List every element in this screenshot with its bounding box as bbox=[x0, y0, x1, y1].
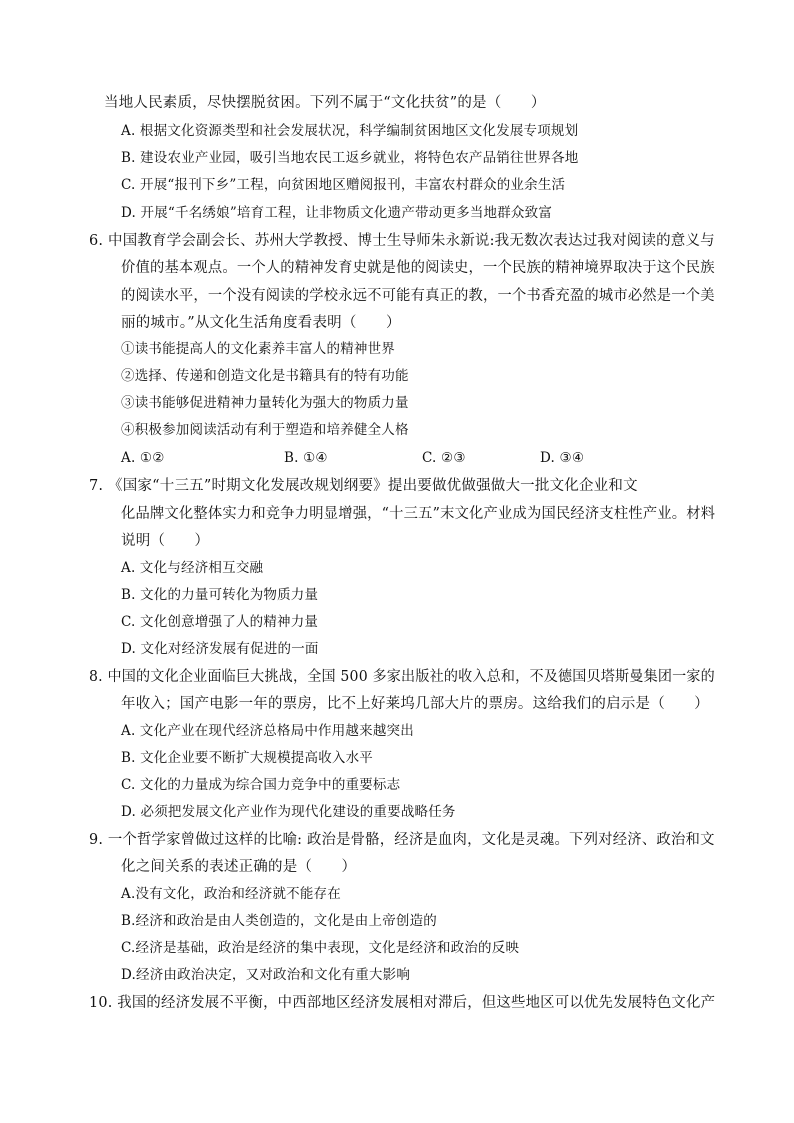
q6-stem-line-3: 的阅读水平，一个没有阅读的学校永远不可能有真正的教，一个书香充盈的城市必然是一个美 bbox=[121, 288, 715, 304]
q6-options-row bbox=[0, 448, 794, 468]
q5-option-c: C. 开展“报刊下乡”工程，向贫困地区赠阅报刊，丰富农村群众的业余生活 bbox=[121, 177, 566, 193]
q5-option-d: D. 开展“千名绣娘”培育工程，让非物质文化遗产带动更多当地群众致富 bbox=[121, 205, 553, 221]
q7-stem-line-3: 说明（ ） bbox=[121, 533, 210, 549]
q8-stem-line-2: 年收入；国产电影一年的票房，比不上好莱坞几部大片的票房。这给我们的启示是（ ） bbox=[121, 696, 709, 712]
q7-option-b: B. 文化的力量可转化为物质力量 bbox=[121, 587, 319, 603]
q6-statement-3: ③读书能够促进精神力量转化为强大的物质力量 bbox=[121, 395, 409, 411]
q9-stem-line-1: 9. 一个哲学家曾做过这样的比喻: 政治是骨骼，经济是血肉，文化是灵魂。下列对经济、政治和文 bbox=[89, 832, 715, 848]
q5-stem-tail: 当地人民素质，尽快摆脱贫困。下列不属于“文化扶贫”的是（ ） bbox=[104, 95, 546, 111]
q6-option-c: C. ②③ bbox=[422, 450, 466, 466]
q8-stem-line-1: 8. 中国的文化企业面临巨大挑战，全国 500 多家出版社的收入总和，不及德国贝塔斯曼集团一家的 bbox=[89, 669, 715, 685]
q6-statement-1: ①读书能提高人的文化素养丰富人的精神世界 bbox=[121, 341, 395, 357]
q6-stem-line-4: 丽的城市。”从文化生活角度看表明（ ） bbox=[121, 315, 401, 331]
q7-option-a: A. 文化与经济相互交融 bbox=[121, 560, 264, 576]
q7-option-c: C. 文化创意增强了人的精神力量 bbox=[121, 614, 319, 630]
q7-stem-line-2: 化品牌文化整体实力和竞争力明显增强，“十三五”末文化产业成为国民经济支柱性产业。材料 bbox=[121, 506, 716, 522]
q6-stem-line-2: 价值的基本观点。一个人的精神发育史就是他的阅读史，一个民族的精神境界取决于这个民族 bbox=[121, 260, 715, 276]
q6-statement-4: ④积极参加阅读活动有利于塑造和培养健全人格 bbox=[121, 422, 409, 438]
q5-option-a: A. 根据文化资源类型和社会发展状况，科学编制贫困地区文化发展专项规划 bbox=[121, 123, 579, 139]
q8-option-d: D. 必须把发展文化产业作为现代化建设的重要战略任务 bbox=[121, 804, 456, 820]
q6-option-d: D. ③④ bbox=[540, 450, 585, 466]
q9-option-b: B.经济和政治是由人类创造的，文化是由上帝创造的 bbox=[121, 913, 438, 929]
q6-option-a: A. ①② bbox=[121, 450, 165, 466]
q7-stem-line-1: 7. 《国家“十三五”时期文化发展改规划纲要》提出要做优做强做大一批文化企业和文 bbox=[89, 478, 638, 494]
q8-option-c: C. 文化的力量成为综合国力竞争中的重要标志 bbox=[121, 777, 401, 793]
q8-option-b: B. 文化企业要不断扩大规模提高收入水平 bbox=[121, 750, 374, 766]
q6-stem-line-1: 6. 中国教育学会副会长、苏州大学教授、博士生导师朱永新说:我无数次表达过我对阅读的意义与 bbox=[89, 233, 715, 249]
q9-stem-line-2: 化之间关系的表述正确的是（ ） bbox=[121, 859, 357, 875]
q9-option-c: C.经济是基础，政治是经济的集中表现，文化是经济和政治的反映 bbox=[121, 940, 520, 956]
q9-option-a: A.没有文化，政治和经济就不能存在 bbox=[121, 886, 341, 902]
q9-option-d: D.经济由政治决定，又对政治和文化有重大影响 bbox=[121, 967, 411, 983]
q6-option-b: B. ①④ bbox=[284, 450, 328, 466]
q7-option-d: D. 文化对经济发展有促进的一面 bbox=[121, 641, 319, 657]
q8-option-a: A. 文化产业在现代经济总格局中作用越来越突出 bbox=[121, 723, 414, 739]
q10-stem-line-1: 10. 我国的经济发展不平衡，中西部地区经济发展相对滞后，但这些地区可以优先发展特色文化产 bbox=[89, 995, 716, 1011]
q6-statement-2: ②选择、传递和创造文化是书籍具有的特有功能 bbox=[121, 368, 409, 384]
q5-option-b: B. 建设农业产业园，吸引当地农民工返乡就业，将特色农产品销往世界各地 bbox=[121, 150, 579, 166]
